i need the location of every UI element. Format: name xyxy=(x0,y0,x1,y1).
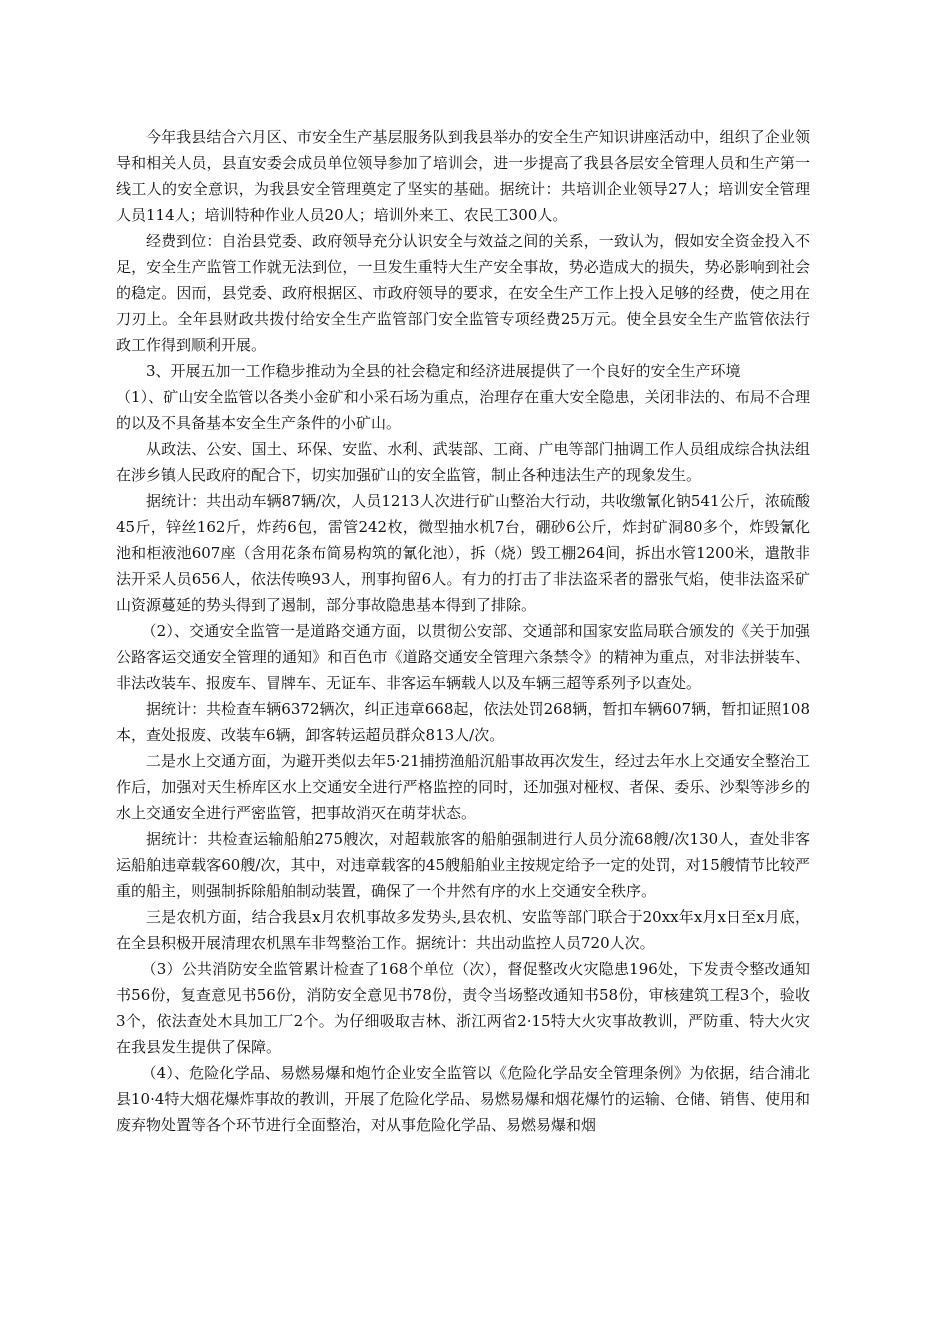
paragraph-mine-statistics: 据统计：共出动车辆87辆/次，人员1213人次进行矿山整治大行动，共收缴氰化钠541公斤，浓硫酸45斤，锌丝162斤，炸药6包，雷管242枚，微型抽水机7台，硼砂6公斤，炸封矿洞80多个，炸毁氰化池和柜液池607座（含用花条布简易构筑的氰化池），拆（烧）毁工棚264间，拆出水管1200米，遣散非法开采人员656人，依法传唤93人，刑事拘留6人。有力的打击了非法盗采者的嚣张气焰，使非法盗采矿山资源蔓延的势头得到了遏制，部分事故隐患基本得到了排除。 xyxy=(116,492,810,614)
paragraph-mine-safety: （1）、矿山安全监管以各类小金矿和小采石场为重点，治理存在重大安全隐患，关闭非法的、布局不合理的以及不具备基本安全生产条件的小矿山。 xyxy=(116,388,810,432)
paragraph-section-3-heading: 3、开展五加一工作稳步推动为全县的社会稳定和经济进展提供了一个良好的安全生产环境 xyxy=(146,362,741,380)
paragraph-agricultural-machinery: 三是农机方面，结合我县x月农机事故多发势头,县农机、安监等部门联合于20xx年x月x日至x月底，在全县积极开展清理农机黑车非驾整治工作。据统计：共出动监控人员720人次。 xyxy=(116,908,810,952)
paragraph-water-traffic: 二是水上交通方面，为避开类似去年5·21捕捞渔船沉船事故再次发生，经过去年水上交通安全整治工作后，加强对天生桥库区水上交通安全进行严格监控的同时，还加强对桠杈、者保、委乐、沙梨等涉乡的水上交通安全进行严密监管，把事故消灭在萌芽状态。 xyxy=(116,752,810,822)
paragraph-joint-enforcement: 从政法、公安、国土、环保、安监、水利、武装部、工商、广电等部门抽调工作人员组成综合执法组在涉乡镇人民政府的配合下，切实加强矿山的安全监管，制止各种违法生产的现象发生。 xyxy=(116,440,810,484)
paragraph-traffic-safety: （2）、交通安全监管一是道路交通方面，以贯彻公安部、交通部和国家安监局联合颁发的《关于加强公路客运交通安全管理的通知》和百色市《道路交通安全管理六条禁令》的精神为重点，对非法拼装车、非法改装车、报废车、冒牌车、无证车、非客运车辆载人以及车辆三超等系列予以查处。 xyxy=(116,622,810,692)
paragraph-training-summary: 今年我县结合六月区、市安全生产基层服务队到我县举办的安全生产知识讲座活动中，组织了企业领导和相关人员，县直安委会成员单位领导参加了培训会，进一步提高了我县各层安全管理人员和生产第一线工人的安全意识，为我县安全管理奠定了坚实的基础。据统计：共培训企业领导27人；培训安全管理人员114人；培训特种作业人员20人；培训外来工、农民工300人。 xyxy=(116,128,810,224)
paragraph-traffic-statistics: 据统计：共检查车辆6372辆次，纠正违章668起，依法处罚268辆，暂扣车辆607辆，暂扣证照108本，查处报废、改装车6辆，卸客转运超员群众813人/次。 xyxy=(116,700,810,744)
paragraph-funding: 经费到位：自治县党委、政府领导充分认识安全与效益之间的关系，一致认为，假如安全资金投入不足，安全生产监管工作就无法到位，一旦发生重特大生产安全事故，势必造成大的损失，势必影响到社会的稳定。因而，县党委、政府根据区、市政府领导的要求，在安全生产工作上投入足够的经费，使之用在刀刃上。全年县财政共拨付给安全生产监管部门安全监管专项经费25万元。使全县安全生产监管依法行政工作得到顺利开展。 xyxy=(116,232,810,354)
paragraph-water-statistics: 据统计：共检查运输船舶275艘次，对超载旅客的船舶强制进行人员分流68艘/次130人，查处非客运船舶违章载客60艘/次，其中，对违章载客的45艘船舶业主按规定给予一定的处罚，对15艘情节比较严重的船主，则强制拆除船舶制动装置，确保了一个井然有序的水上交通安全秩序。 xyxy=(116,830,810,900)
paragraph-hazardous-chemicals: （4）、危险化学品、易燃易爆和炮竹企业安全监管以《危险化学品安全管理条例》为依据，结合浦北县10·4特大烟花爆炸事故的教训，开展了危险化学品、易燃易爆和烟花爆竹的运输、仓储、销售、使用和废弃物处置等各个环节进行全面整治，对从事危险化学品、易燃易爆和烟 xyxy=(116,1064,810,1134)
document-page xyxy=(116,124,810,1138)
paragraph-fire-safety: （3）公共消防安全监管累计检查了168个单位（次），督促整改火灾隐患196处，下发责令整改通知书56份，复查意见书56份，消防安全意见书78份，责令当场整改通知书58份，审核建筑工程3个，验收3个，依法查处木具加工厂2个。为仔细吸取吉林、浙江两省2·15特大火灾事故教训，严防重、特大火灾在我县发生提供了保障。 xyxy=(116,960,810,1056)
